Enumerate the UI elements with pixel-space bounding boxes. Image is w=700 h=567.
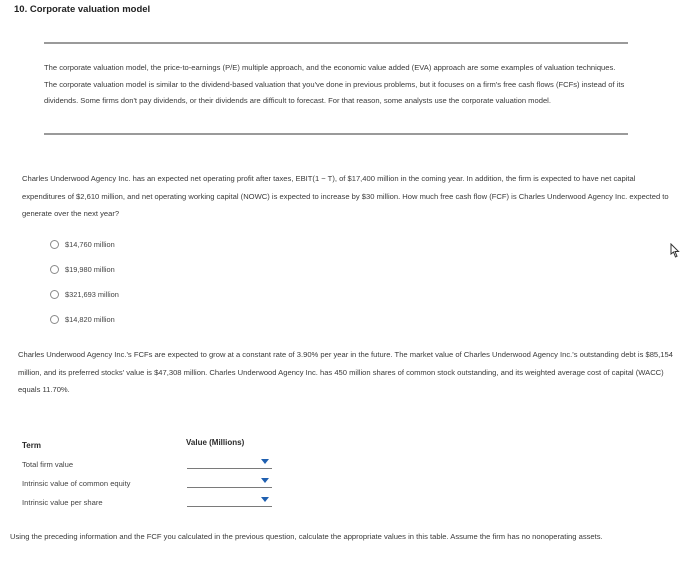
table-header-term: Term	[22, 441, 41, 450]
divider-top	[44, 42, 628, 44]
intro-text: The corporate valuation model, the price-to-earnings (P/E) multiple approach, and the economic value added (EVA) approach are some examples of valuation techniques. The corporate valuation model is similar to the dividend-based valuation that you've done in previous problems, but it focuses on a firm's free cash flows (FCFs) instead of its dividends. Some firms don't pay dividends, or their dividends are difficult to forecast. For that reason, some analysts use the corporate valuation model.	[44, 63, 625, 105]
row-label-value-per-share: Intrinsic value per share	[22, 498, 103, 507]
row-label-intrinsic-equity: Intrinsic value of common equity	[22, 479, 131, 488]
radio-button[interactable]	[50, 240, 59, 249]
mouse-pointer-icon	[668, 243, 682, 264]
dropdown-intrinsic-equity[interactable]	[187, 475, 272, 488]
divider-bottom	[44, 133, 628, 135]
dropdown-arrow-icon	[261, 497, 269, 502]
radio-button[interactable]	[50, 265, 59, 274]
row-label-total-firm-value: Total firm value	[22, 460, 74, 469]
radio-button[interactable]	[50, 315, 59, 324]
dropdown-arrow-icon	[261, 478, 269, 483]
option-2[interactable]	[50, 262, 115, 276]
option-4[interactable]	[50, 312, 115, 326]
option-label: $14,760 million	[65, 239, 115, 249]
question-2-text: Charles Underwood Agency Inc.'s FCFs are expected to grow at a constant rate of 3.90% per year in the future. The market value of Charles Underwood Agency Inc.'s outstanding debt is $85,154 million, and its preferred stocks' value is $47,308 million. Charles Underwood Agency Inc. has 450 million shares of common stock outstanding, and its weighted average cost of capital (WACC) equals 11.70%.	[18, 350, 673, 394]
question-title: 10. Corporate valuation model	[14, 4, 151, 15]
instructions-text: Using the preceding information and the FCF you calculated in the previous question, calculate the appropriate values in this table. Assume the firm has no nonoperating assets.	[10, 532, 603, 541]
radio-button[interactable]	[50, 290, 59, 299]
dropdown-arrow-icon	[261, 459, 269, 464]
option-label: $321,693 million	[65, 289, 119, 299]
dropdown-value-per-share[interactable]	[187, 494, 272, 507]
option-label: $14,820 million	[65, 314, 115, 324]
dropdown-total-firm-value[interactable]	[187, 456, 272, 469]
option-3[interactable]	[50, 287, 119, 301]
table-header-value: Value (Millions)	[186, 438, 245, 447]
option-1[interactable]	[50, 237, 115, 251]
question-1-text: Charles Underwood Agency Inc. has an expected net operating profit after taxes, EBIT(1 − T), of $17,400 million in the coming year. In addition, the firm is expected to have net capital expenditures of $2,610 million, and net operating working capital (NOWC) is expected to increase by $30 million. How much free cash flow (FCF) is Charles Underwood Agency Inc. expected to generate over the next year?	[22, 174, 669, 218]
option-label: $19,980 million	[65, 264, 115, 274]
